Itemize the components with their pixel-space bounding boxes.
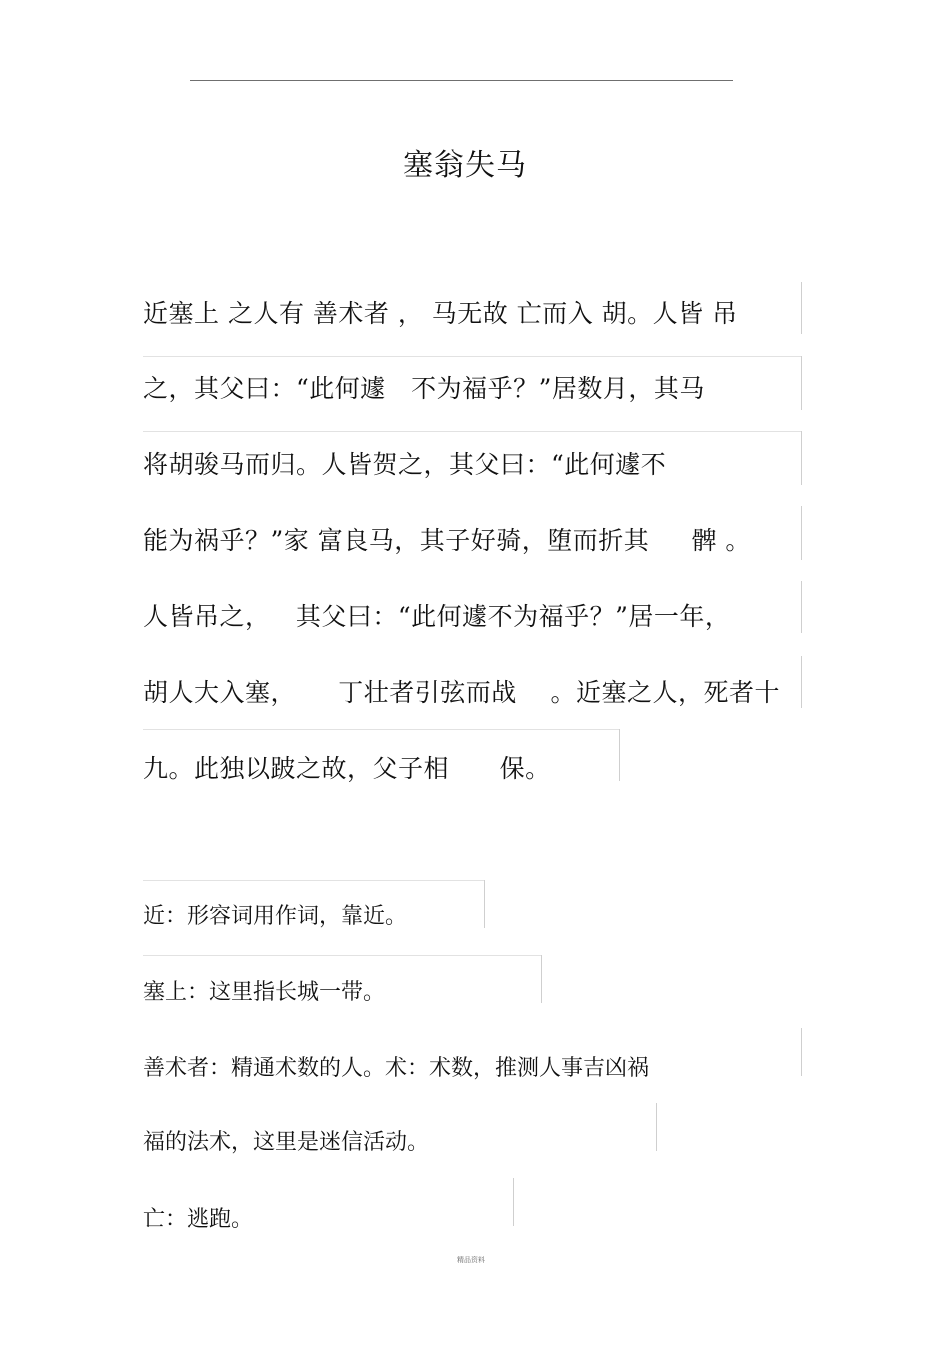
artifact-divider	[801, 356, 802, 410]
body-line: 人皆吊之， 其父曰：“此何遽不为福乎？”居一年，	[143, 602, 731, 631]
page-title: 塞翁失马	[403, 148, 527, 183]
artifact-divider	[619, 729, 620, 781]
artifact-divider	[143, 431, 801, 432]
artifact-divider	[801, 431, 802, 485]
artifact-divider	[801, 656, 802, 708]
artifact-divider	[801, 581, 802, 633]
body-line: 之，其父曰：“此何遽 不为福乎？”居数月，其马	[143, 374, 705, 403]
footer-watermark: 精品资料	[457, 1256, 485, 1264]
artifact-divider	[143, 356, 801, 357]
artifact-divider	[484, 880, 485, 928]
note-line: 近：形容词用作词，靠近。	[143, 904, 408, 929]
artifact-divider	[656, 1103, 657, 1151]
note-line: 塞上：这里指长城一带。	[143, 980, 386, 1005]
body-line: 能为祸乎？”家 富良马，其子好骑，堕而折其 髀 。	[143, 526, 751, 555]
note-line: 善术者：精通术数的人。术：术数，推测人事吉凶祸	[143, 1056, 650, 1081]
header-rule	[190, 80, 733, 81]
artifact-divider	[801, 1028, 802, 1076]
artifact-divider	[143, 880, 484, 881]
artifact-divider	[143, 729, 619, 730]
body-line: 将胡骏马而归。人皆贺之，其父曰：“此何遽不	[143, 450, 667, 479]
artifact-divider	[801, 506, 802, 560]
note-line: 福的法术，这里是迷信活动。	[143, 1130, 430, 1155]
artifact-divider	[801, 282, 802, 334]
body-line: 九。此独以跛之故，父子相 保。	[143, 754, 551, 783]
artifact-divider	[541, 955, 542, 1003]
body-line: 近塞上 之人有 善术者 ， 马无故 亡而入 胡。人皆 吊	[143, 299, 738, 328]
body-line: 胡人大入塞， 丁壮者引弦而战 。近塞之人，死者十	[143, 678, 781, 707]
artifact-divider	[143, 955, 541, 956]
artifact-divider	[513, 1178, 514, 1226]
note-line: 亡：逃跑。	[143, 1207, 254, 1232]
